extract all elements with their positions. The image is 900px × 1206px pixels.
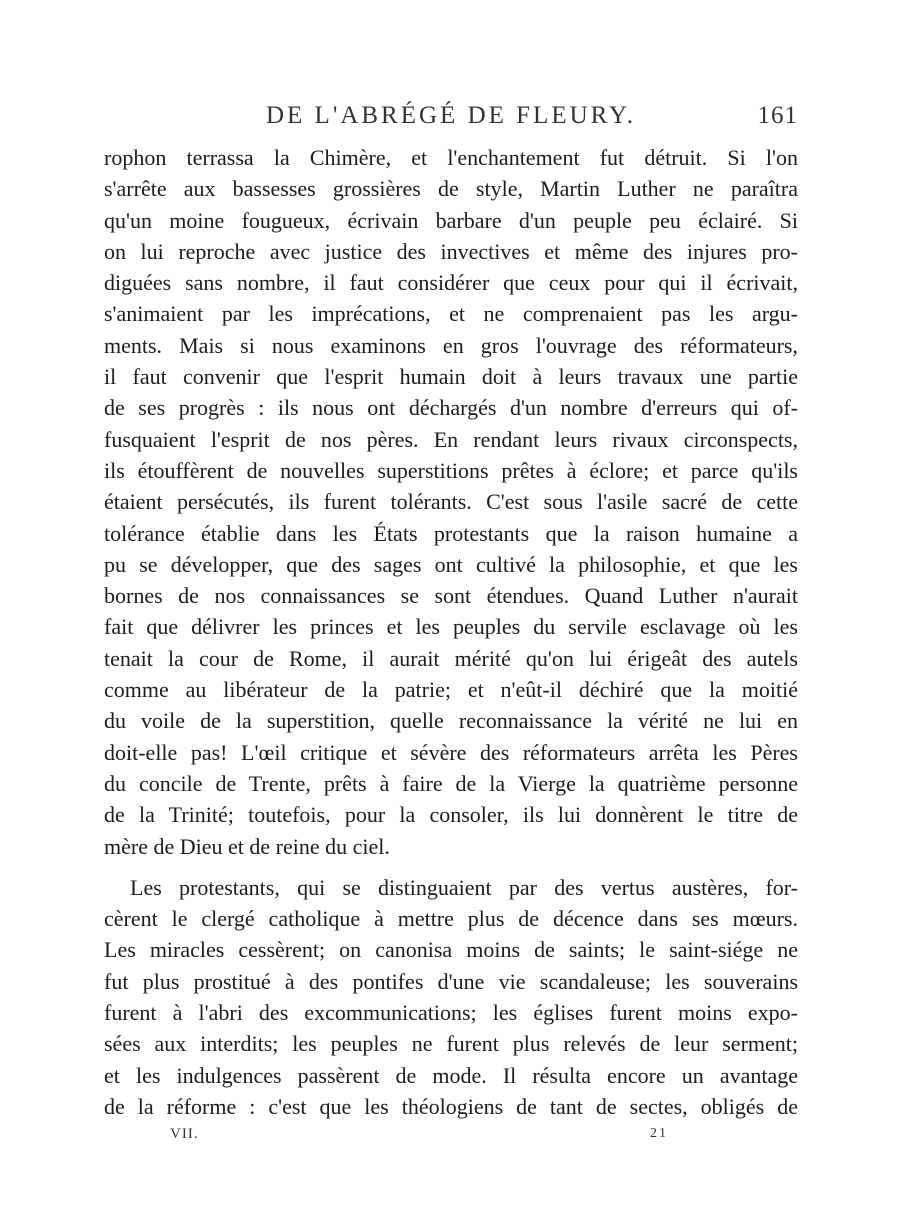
text-line: du concile de Trente, prêts à faire de la Vierge la quatrième personne [104, 770, 798, 796]
text-line: pu se développer, que des sages ont cultivé la philosophie, et que les [104, 551, 798, 577]
text-line: Les miracles cessèrent; on canonisa moins de saints; le saint-siége ne [104, 937, 798, 963]
running-head [104, 100, 798, 136]
body-text [104, 142, 798, 1122]
text-line: de ses progrès : ils nous ont déchargés d'un nombre d'erreurs qui of- [104, 395, 798, 421]
sheet-number: 21 [650, 1126, 668, 1141]
text-line: étaient persécutés, ils furent tolérants. C'est sous l'asile sacré de cette [104, 489, 798, 515]
text-line: s'arrête aux bassesses grossières de style, Martin Luther ne paraîtra [104, 176, 798, 202]
text-line: diguées sans nombre, il faut considérer que ceux pour qui il écrivait, [104, 270, 798, 296]
text-line: de la Trinité; toutefois, pour la consoler, ils lui donnèrent le titre de [104, 802, 798, 828]
paragraph-2 [104, 872, 798, 1122]
text-line: du voile de la superstition, quelle reconnaissance la vérité ne lui en [104, 708, 798, 734]
text-line: mère de Dieu et de reine du ciel. [104, 833, 390, 859]
text-line: tolérance établie dans les États protestants que la raison humaine a [104, 520, 798, 546]
text-line: ils étouffèrent de nouvelles superstitions prêtes à éclore; et parce qu'ils [104, 457, 798, 483]
page-footer [104, 1126, 798, 1150]
text-line: fait que délivrer les princes et les peuples du servile esclavage où les [104, 614, 798, 640]
text-line: bornes de nos connaissances se sont étendues. Quand Luther n'aurait [104, 583, 798, 609]
text-line: cèrent le clergé catholique à mettre plus de décence dans ses mœurs. [104, 906, 798, 932]
text-line: rophon terrassa la Chimère, et l'enchantement fut détruit. Si l'on [104, 145, 798, 170]
text-line: et les indulgences passèrent de mode. Il résulta encore un avantage [104, 1062, 798, 1088]
text-line: ments. Mais si nous examinons en gros l'ouvrage des réformateurs, [104, 332, 798, 358]
text-line: fut plus prostitué à des pontifes d'une vie scandaleuse; les souverains [104, 968, 798, 994]
text-line: il faut convenir que l'esprit humain doit à leurs travaux une partie [104, 364, 798, 390]
text-line: comme au libérateur de la patrie; et n'eût-il déchiré que la moitié [104, 677, 798, 703]
text-line: doit-elle pas! L'œil critique et sévère des réformateurs arrêta les Pères [104, 739, 798, 765]
text-line: s'animaient par les imprécations, et ne comprenaient pas les argu- [104, 301, 798, 327]
text-line: qu'un moine fougueux, écrivain barbare d'un peuple peu éclairé. Si [104, 207, 798, 233]
signature-mark: VII. [170, 1126, 199, 1142]
text-line: tenait la cour de Rome, il aurait mérité qu'on lui érigeât des autels [104, 645, 798, 671]
text-line: fusquaient l'esprit de nos pères. En rendant leurs rivaux circonspects, [104, 426, 798, 452]
text-line: Les protestants, qui se distinguaient par des vertus austères, for- [130, 874, 798, 900]
paragraph-gap [104, 862, 798, 872]
text-line: furent à l'abri des excommunications; les églises furent moins expo- [104, 1000, 798, 1026]
text-line: de la réforme : c'est que les théologiens de tant de sectes, obligés de [104, 1093, 798, 1119]
text-line: sées aux interdits; les peuples ne furent plus relevés de leur serment; [104, 1031, 798, 1057]
paragraph-1 [104, 142, 798, 862]
page-number: 161 [757, 102, 798, 129]
running-title: DE L'ABRÉGÉ DE FLEURY. [265, 102, 637, 129]
text-line: on lui reproche avec justice des invectives et même des injures pro- [104, 238, 798, 264]
